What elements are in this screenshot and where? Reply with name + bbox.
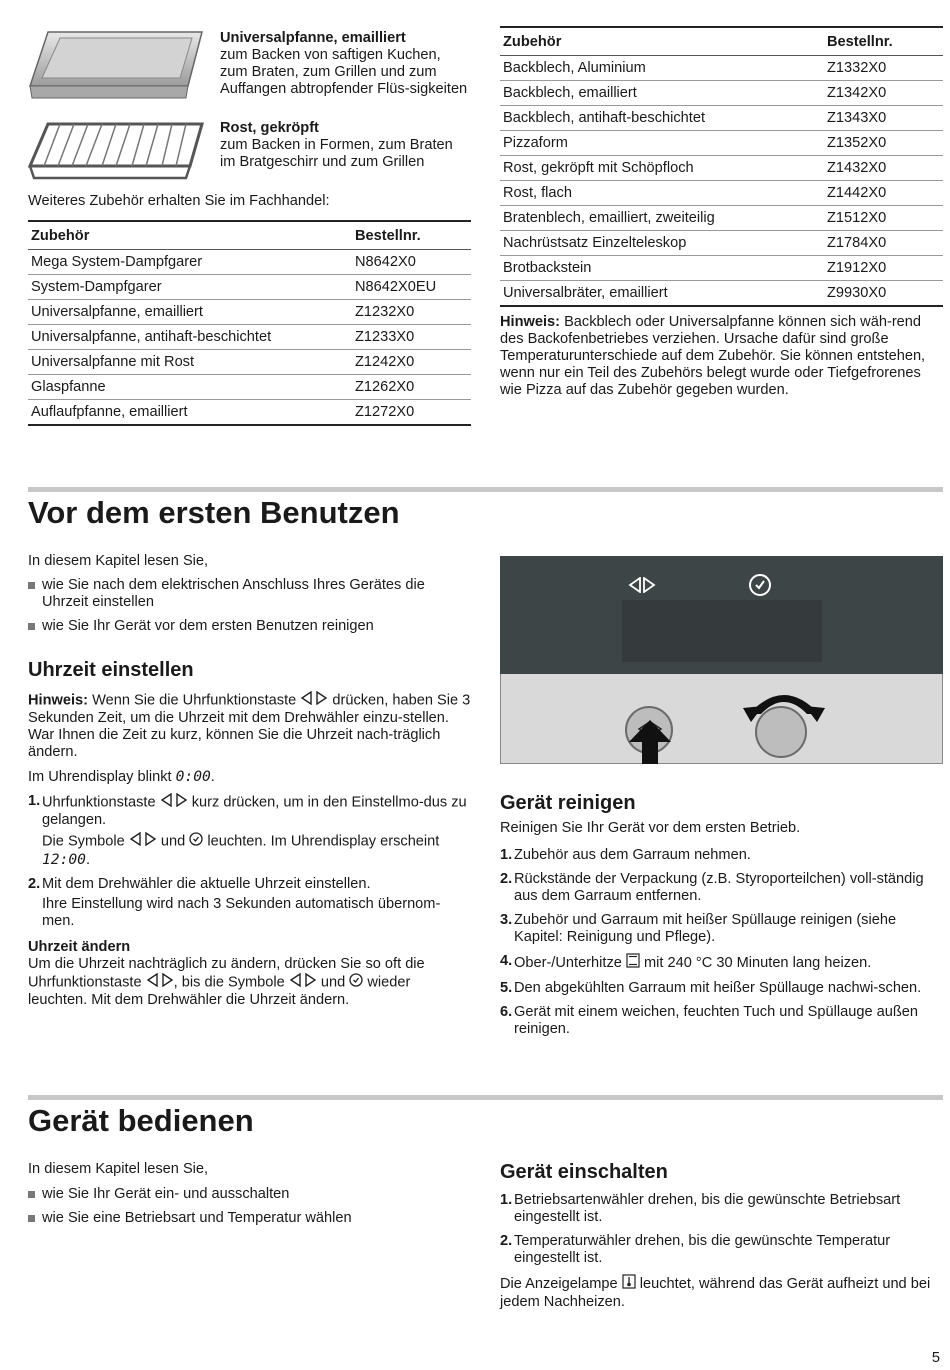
- list-item: wie Sie eine Betriebsart und Temperatur wählen: [28, 1210, 471, 1227]
- clock-function-icon: [146, 973, 174, 992]
- accessory-name-cell: Glaspfanne: [28, 375, 352, 400]
- column-header-item: Zubehör: [500, 27, 824, 56]
- order-number-cell: Z1512X0: [824, 206, 943, 231]
- accessory-name-cell: Nachrüstsatz Einzelteleskop: [500, 231, 824, 256]
- accessory-name-cell: Mega System-Dampfgarer: [28, 250, 352, 275]
- table-row: [28, 325, 471, 350]
- step-text: Betriebsartenwähler drehen, bis die gewünschte Betriebsart eingestellt ist.: [514, 1192, 901, 1225]
- accessory-universal-pan: [220, 30, 470, 98]
- hint-text: Backblech oder Universalpfanne können sich wäh-rend des Backofenbetriebes verziehen. Ursache dafür sind große Temperaturunterschiede auf dem Zubehör. Sie können entstehen, wenn nur ein Teil des Zubehörs belegt wurde oder Tiefgefrorenes wie Pizza auf das Zubehör gegeben wurden.: [500, 314, 926, 398]
- step-sub-text: Die Symbole und leuchten. Im Uhrendisplay erscheint 12:00.: [42, 833, 440, 868]
- push-arrow-icon: [627, 720, 673, 769]
- accessory-wire-rack: [220, 120, 470, 171]
- step-number: 2.: [28, 876, 41, 892]
- accessory-table-right: [500, 26, 943, 307]
- blink-text: Im Uhrendisplay blinkt: [28, 769, 172, 785]
- order-number-cell: Z1272X0: [352, 400, 471, 426]
- chapter-bullet-list: [28, 1186, 471, 1234]
- list-item: [500, 847, 943, 864]
- table-row: [500, 281, 943, 307]
- order-number-cell: Z1232X0: [352, 300, 471, 325]
- list-item: [500, 1004, 943, 1038]
- accessory-name-cell: Rost, gekröpft mit Schöpfloch: [500, 156, 824, 181]
- order-number-cell: Z1262X0: [352, 375, 471, 400]
- rotate-arrow-icon: [741, 682, 827, 727]
- step-number: 1.: [28, 793, 41, 809]
- order-number-cell: Z1912X0: [824, 256, 943, 281]
- accessory-name-cell: Brotbackstein: [500, 256, 824, 281]
- page-number: 5: [931, 1350, 940, 1366]
- blink-line: Im Uhrendisplay blinkt 0:00.: [28, 768, 215, 785]
- clock-function-icon: [289, 973, 317, 992]
- top-bottom-heat-icon: [626, 953, 640, 973]
- table-row: [500, 106, 943, 131]
- step-text: Uhrfunktionstaste: [42, 794, 156, 811]
- table-row: [500, 206, 943, 231]
- step-sub-text: Ihre Einstellung wird nach 3 Sekunden automatisch übernom-men.: [42, 896, 441, 929]
- order-number-cell: Z9930X0: [824, 281, 943, 307]
- table-row: [500, 156, 943, 181]
- step-number: 2.: [500, 871, 513, 887]
- clock-function-icon: [300, 691, 328, 710]
- accessory-name-cell: Universalpfanne mit Rost: [28, 350, 352, 375]
- step-text: Ober-/Unterhitze: [514, 954, 622, 971]
- list-item: [500, 980, 943, 997]
- universal-pan-image: [26, 28, 206, 106]
- accessory-description: zum Backen von saftigen Kuchen, zum Braten, zum Grillen und zum Auffangen abtropfender Flüs-sigkeiten: [220, 47, 468, 97]
- step-text: Die Symbole: [42, 833, 125, 850]
- accessory-title: Universalpfanne, emailliert: [220, 30, 406, 46]
- control-panel-illustration: [500, 556, 943, 765]
- column-header-order-number: Bestellnr.: [824, 27, 943, 56]
- paragraph-text: leuchtet, während das Gerät aufheizt und bei jedem Nachheizen.: [500, 1275, 931, 1310]
- section-divider: [28, 487, 943, 492]
- list-item: [28, 793, 471, 869]
- table-row: [500, 256, 943, 281]
- order-number-cell: Z1352X0: [824, 131, 943, 156]
- knob-panel: [500, 674, 943, 764]
- column-header-order-number: Bestellnr.: [352, 221, 471, 250]
- heating-lamp-icon: [622, 1274, 636, 1294]
- list-item: [500, 871, 943, 905]
- step-number: 4.: [500, 953, 513, 969]
- subsection-title: Gerät reinigen: [500, 792, 636, 814]
- table-row: [28, 250, 471, 275]
- step-number: 1.: [500, 1192, 513, 1208]
- accessory-name-cell: Universalpfanne, emailliert: [28, 300, 352, 325]
- step-text: Mit dem Drehwähler die aktuelle Uhrzeit einstellen.: [42, 876, 371, 892]
- subsection-title: Gerät einschalten: [500, 1161, 668, 1183]
- order-number-cell: N8642X0EU: [352, 275, 471, 300]
- clock-function-icon: [160, 793, 188, 812]
- order-number-cell: Z1233X0: [352, 325, 471, 350]
- order-number-cell: Z1342X0: [824, 81, 943, 106]
- step-text: Temperaturwähler drehen, bis die gewünschte Temperatur eingestellt ist.: [514, 1233, 891, 1266]
- accessory-hint: [500, 314, 943, 399]
- clock-steps: [28, 793, 471, 930]
- step-text: Gerät mit einem weichen, feuchten Tuch und Spüllauge außen reinigen.: [514, 1004, 919, 1037]
- subsection-title: Uhrzeit einstellen: [28, 659, 194, 681]
- wire-rack-image: [26, 120, 206, 182]
- clock-icon: [349, 973, 363, 992]
- order-number-cell: Z1343X0: [824, 106, 943, 131]
- accessory-name-cell: Backblech, emailliert: [500, 81, 824, 106]
- order-number-cell: N8642X0: [352, 250, 471, 275]
- clean-steps: [500, 847, 943, 1045]
- step-number: 3.: [500, 912, 513, 928]
- more-accessories-intro: Weiteres Zubehör erhalten Sie im Fachhandel:: [28, 193, 330, 209]
- step-number: 5.: [500, 980, 513, 996]
- step-number: 1.: [500, 847, 513, 863]
- hint-label: Hinweis:: [500, 314, 561, 330]
- accessory-title: Rost, gekröpft: [220, 120, 319, 136]
- accessory-name-cell: Backblech, Aluminium: [500, 56, 824, 81]
- display-value: 12:00: [42, 851, 86, 868]
- list-item: [500, 1192, 943, 1226]
- display-panel: [500, 556, 943, 674]
- accessory-description: zum Backen in Formen, zum Braten im Bratgeschirr und zum Grillen: [220, 137, 453, 170]
- step-text: leuchten. Im Uhrendisplay erscheint: [207, 833, 440, 850]
- step-number: 2.: [500, 1233, 513, 1249]
- table-row: [28, 350, 471, 375]
- step-text: Zubehör aus dem Garraum nehmen.: [514, 847, 751, 863]
- list-item: [500, 1233, 943, 1267]
- hint-text: Wenn Sie die Uhrfunktionstaste: [92, 692, 297, 709]
- list-item: [500, 912, 943, 946]
- list-item: wie Sie Ihr Gerät vor dem ersten Benutzen reinigen: [28, 618, 471, 635]
- clock-icon: [189, 832, 203, 851]
- clock-hint: [28, 691, 471, 761]
- table-row: [500, 56, 943, 81]
- step-text: Den abgekühlten Garraum mit heißer Spüllauge nachwi-schen.: [514, 980, 922, 996]
- accessory-name-cell: Rost, flach: [500, 181, 824, 206]
- list-item: [500, 953, 943, 973]
- paragraph-text: , bis die Symbole: [173, 974, 285, 991]
- clock-function-icon: [129, 832, 157, 851]
- order-number-cell: Z1432X0: [824, 156, 943, 181]
- column-header-item: Zubehör: [28, 221, 352, 250]
- paragraph-text: wieder leuchten. Mit dem Drehwähler die Uhrzeit ändern.: [28, 974, 411, 1008]
- table-row: [500, 181, 943, 206]
- chapter-intro: In diesem Kapitel lesen Sie,: [28, 1161, 209, 1177]
- section-title: Gerät bedienen: [28, 1103, 254, 1138]
- table-row: [500, 131, 943, 156]
- accessory-name-cell: Auflaufpfanne, emailliert: [28, 400, 352, 426]
- clock-icon: [748, 573, 772, 602]
- accessory-name-cell: Bratenblech, emailliert, zweiteilig: [500, 206, 824, 231]
- step-text: mit 240 °C 30 Minuten lang heizen.: [644, 954, 872, 971]
- paragraph-text: Um die Uhrzeit nachträglich zu ändern, drücken Sie so oft die Uhrfunktionstaste: [28, 956, 425, 991]
- table-row: [28, 400, 471, 426]
- switch-on-steps: [500, 1192, 943, 1274]
- accessory-name-cell: Backblech, antihaft-beschichtet: [500, 106, 824, 131]
- time-display: [622, 600, 822, 662]
- table-row: [500, 81, 943, 106]
- step-text: und: [160, 833, 186, 850]
- order-number-cell: Z1784X0: [824, 231, 943, 256]
- order-number-cell: Z1332X0: [824, 56, 943, 81]
- list-item: [28, 876, 471, 930]
- list-item: wie Sie Ihr Gerät ein- und ausschalten: [28, 1186, 471, 1203]
- accessory-name-cell: Pizzaform: [500, 131, 824, 156]
- paragraph-text: Die Anzeigelampe: [500, 1275, 618, 1292]
- accessory-name-cell: Universalpfanne, antihaft-beschichtet: [28, 325, 352, 350]
- table-row: [28, 300, 471, 325]
- hint-text: drücken, haben Sie 3 Sekunden Zeit, um die Uhrzeit mit dem Drehwähler einzu-stellen. War Ihnen die Zeit zu kurz, können Sie die Uhrzeit nach-träglich ändern.: [28, 692, 471, 760]
- list-item: wie Sie nach dem elektrischen Anschluss Ihres Gerätes die Uhrzeit einstellen: [28, 577, 471, 611]
- chapter-intro: In diesem Kapitel lesen Sie,: [28, 553, 209, 569]
- clean-intro: Reinigen Sie Ihr Gerät vor dem ersten Betrieb.: [500, 820, 801, 836]
- section-title: Vor dem ersten Benutzen: [28, 495, 400, 530]
- chapter-bullet-list: [28, 577, 471, 642]
- order-number-cell: Z1442X0: [824, 181, 943, 206]
- paragraph-text: und: [320, 974, 346, 991]
- clock-function-icon: [628, 577, 656, 598]
- table-row: [28, 375, 471, 400]
- step-text: kurz drücken, um in den Einstellmo-dus zu gelangen.: [42, 794, 467, 828]
- accessory-name-cell: System-Dampfgarer: [28, 275, 352, 300]
- table-row: [500, 231, 943, 256]
- accessory-name-cell: Universalbräter, emailliert: [500, 281, 824, 307]
- accessory-table-left: [28, 220, 471, 426]
- step-text: Rückstände der Verpackung (z.B. Styroporteilchen) voll-ständig aus dem Garraum entfernen.: [514, 871, 924, 904]
- order-number-cell: Z1242X0: [352, 350, 471, 375]
- subsection-heading: Uhrzeit ändern: [28, 939, 131, 955]
- hint-label: Hinweis:: [28, 692, 89, 709]
- table-row: [28, 275, 471, 300]
- display-value: 0:00: [175, 768, 211, 785]
- step-text: Zubehör und Garraum mit heißer Spüllauge reinigen (siehe Kapitel: Reinigung und Pflege).: [514, 912, 897, 945]
- indicator-lamp-text: [500, 1274, 943, 1311]
- section-divider: [28, 1095, 943, 1100]
- step-number: 6.: [500, 1004, 513, 1020]
- clock-change-text: [28, 956, 471, 1009]
